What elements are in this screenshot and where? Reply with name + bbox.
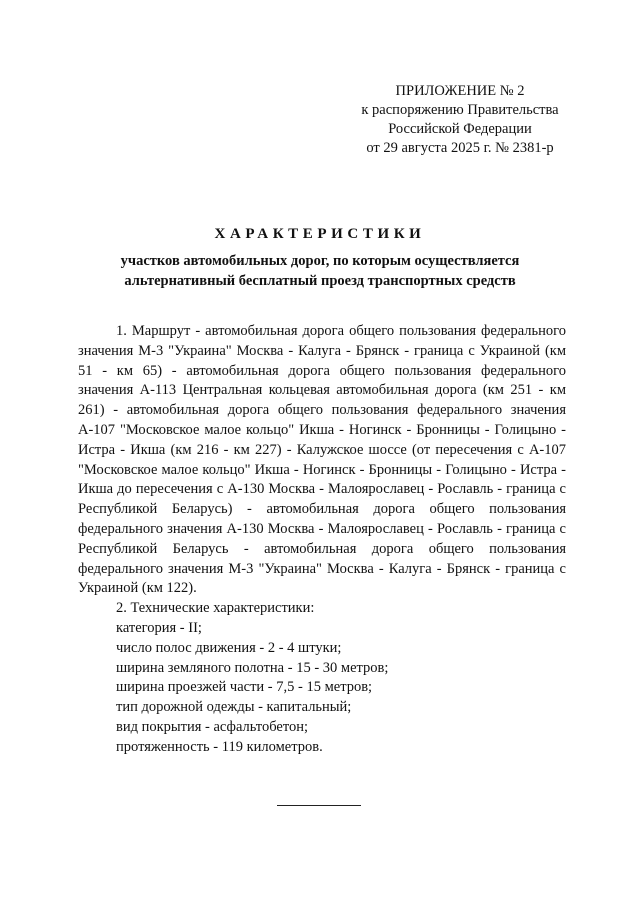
- characteristic-lanes: число полос движения - 2 - 4 штуки;: [116, 639, 342, 656]
- characteristic-pavement-type: тип дорожной одежды - капитальный;: [116, 699, 352, 716]
- appendix-date: от 29 августа 2025 г. № 2381-р: [366, 140, 554, 156]
- appendix-authority: Российской Федерации: [388, 121, 532, 137]
- subtitle-line-2: альтернативный бесплатный проезд транспортных средств: [124, 273, 516, 289]
- characteristic-length: протяженность - 119 километров.: [116, 738, 323, 755]
- document-subtitle: [0, 251, 640, 291]
- characteristic-carriageway-width: ширина проезжей части - 7,5 - 15 метров;: [116, 679, 373, 696]
- appendix-header: [340, 82, 580, 158]
- characteristic-surface-type: вид покрытия - асфальтобетон;: [116, 718, 309, 735]
- subtitle-line-1: участков автомобильных дорог, по которым осуществляется: [120, 253, 520, 269]
- document-body: [78, 322, 566, 758]
- appendix-number: ПРИЛОЖЕНИЕ № 2: [395, 83, 525, 99]
- characteristic-category: категория - II;: [116, 619, 202, 636]
- document-title: ХАРАКТЕРИСТИКИ: [214, 226, 426, 242]
- appendix-reference: к распоряжению Правительства: [361, 102, 559, 118]
- characteristics-heading: 2. Технические характеристики:: [116, 600, 315, 617]
- route-paragraph: 1. Маршрут - автомобильная дорога общего пользования федерального значения М-3 "Украина" Москва - Калуга - Брянск - граница с Украиной (км 51 - км 65) - автомобильная дорога общего пользования федерального значения А-113 Центральная кольцевая автомобильная дорога (км 251 - км 261) - автомобильная дорога общего пользования федерального значения А-107 "Московское малое кольцо" Икша - Ногинск - Бронницы - Голицыно - Истра - Икша (км 216 - км 227) - Калужское шоссе (от пересечения с А-107 "Московское малое кольцо" Икша - Ногинск - Бронницы - Голицыно - Истра - Икша до пересечения с А-130 Москва - Малоярославец - Рославль - граница с Республикой Беларусь) - автомобильная дорога общего пользования федерального значения А-130 Москва - Малоярославец - Рославль - граница с Республикой Беларусь - автомобильная дорога общего пользования федерального значения М-3 "Украина" Москва - Калуга - Брянск - граница с Украиной (км 122).: [78, 323, 566, 597]
- end-separator-line: [277, 805, 361, 806]
- characteristic-roadbed-width: ширина земляного полотна - 15 - 30 метров;: [116, 659, 389, 676]
